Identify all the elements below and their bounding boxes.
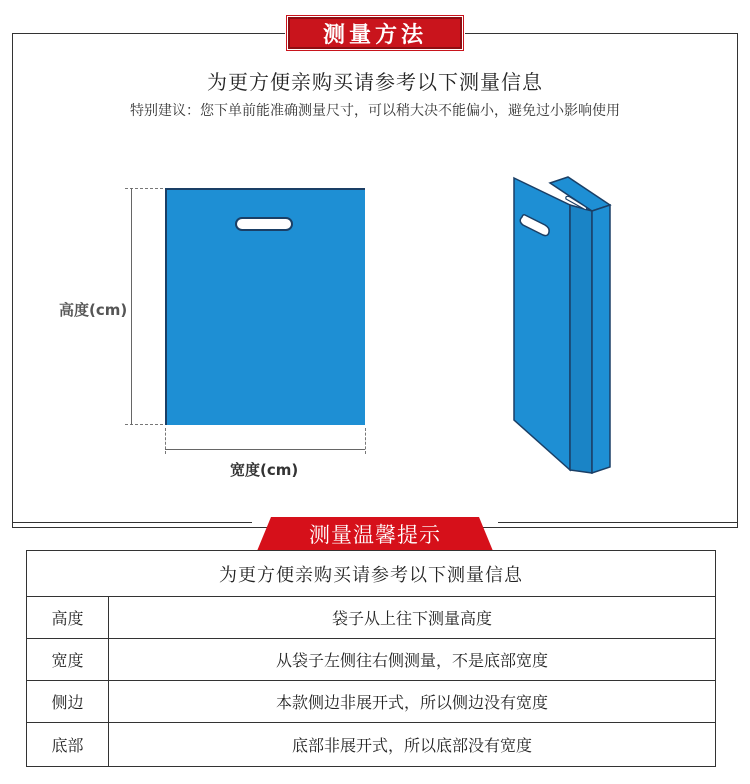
height-dimension-line: [131, 188, 132, 425]
row-value: 从袋子左侧往右侧测量，不是底部宽度: [275, 651, 548, 670]
table-row-bottom: [27, 723, 715, 766]
width-dimension-line: [165, 449, 365, 450]
width-label: 宽度(cm): [230, 461, 299, 479]
table-row-side: [27, 681, 715, 723]
tips-banner-label: 测量温馨提示: [309, 523, 441, 547]
table-header: 为更方便亲购买请参考以下测量信息: [27, 551, 715, 597]
row-key: 侧边: [27, 681, 109, 722]
table-row-width: [27, 639, 715, 681]
measurement-method-banner-label: 测量方法: [288, 17, 462, 49]
width-guide-right: [365, 428, 366, 454]
row-value: 本款侧边非展开式，所以侧边没有宽度: [275, 693, 548, 712]
bag-front-illustration: [165, 188, 365, 425]
measurement-method-banner: [285, 14, 465, 52]
height-label: 高度(cm): [59, 301, 128, 319]
row-value: 袋子从上往下测量高度: [331, 609, 492, 628]
advice-text: 特别建议：您下单前能准确测量尺寸，可以稍大决不能偏小，避免过小影响使用: [130, 103, 620, 119]
bag-side-illustration: [510, 175, 620, 484]
tips-banner: [257, 517, 493, 551]
width-guide-left: [165, 428, 166, 454]
row-key: 宽度: [27, 639, 109, 680]
row-key: 高度: [27, 597, 109, 638]
table-row-height: [27, 597, 715, 639]
bag-handle-hole: [235, 217, 293, 231]
row-key: 底部: [27, 723, 109, 766]
headline: 为更方便亲购买请参考以下测量信息: [207, 70, 543, 94]
measurement-tips-table: [26, 550, 716, 767]
row-value: 底部非展开式，所以底部没有宽度: [291, 736, 532, 755]
